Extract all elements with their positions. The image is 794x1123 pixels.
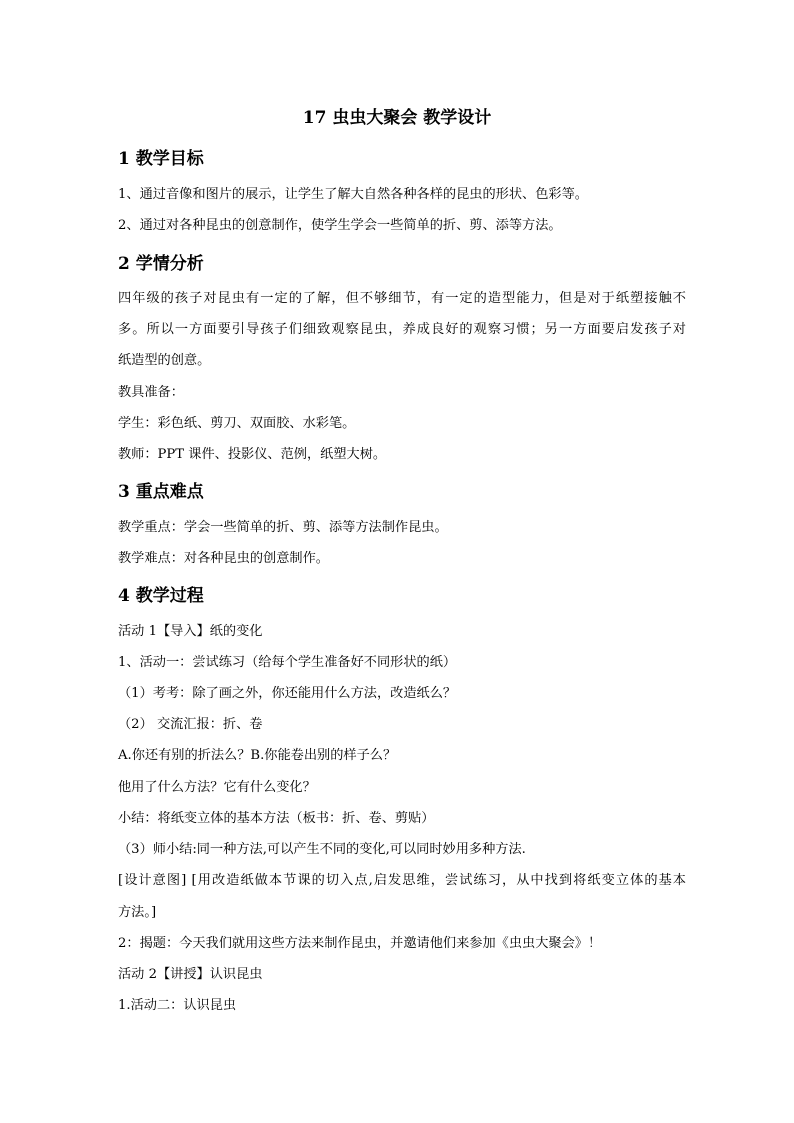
paragraph-line: 1、活动一：尝试练习（给每个学生准备好不同形状的纸） xyxy=(118,655,457,670)
paragraph-line: 活动 2【讲授】认识昆虫 xyxy=(118,967,263,982)
paragraph-line: 2：揭题：今天我们就用这些方法来制作昆虫，并邀请他们来参加《虫虫大聚会》！ xyxy=(118,936,602,951)
paragraph-line: A.你还有别的折法么？B.你能卷出别的样子么？ xyxy=(118,748,397,763)
paragraph-line: 1.活动二：认识昆虫 xyxy=(118,998,237,1013)
section-heading-key-points: 3 重点难点 xyxy=(118,482,204,502)
paragraph-line: 教学重点：学会一些简单的折、剪、添等方法制作昆虫。 xyxy=(118,520,448,535)
section-heading-objectives: 1 教学目标 xyxy=(118,149,204,169)
paragraph-line: 小结：将纸变立体的基本方法（板书：折、卷、剪贴） xyxy=(118,811,435,826)
paragraph-line: 2、通过对各种昆虫的创意制作，使学生学会一些简单的折、剪、添等方法。 xyxy=(118,218,562,233)
paragraph-line: 教学难点：对各种昆虫的创意制作。 xyxy=(118,551,329,566)
paragraph-line: 多。所以一方面要引导孩子们细致观察昆虫，养成良好的观察习惯；另一方面要启发孩子对 xyxy=(118,322,686,337)
paragraph-line: （2） 交流汇报：折、卷 xyxy=(118,717,263,732)
document-title: 17 虫虫大聚会 教学设计 xyxy=(302,108,492,128)
paragraph-line: 活动 1【导入】纸的变化 xyxy=(118,624,263,639)
paragraph-line: [设计意图] [用改造纸做本节课的切入点,启发思维，尝试练习，从中找到将纸变立体的基本 xyxy=(118,873,686,888)
paragraph-line: 教师：PPT 课件、投影仪、范例，纸塑大树。 xyxy=(118,447,387,462)
paragraph-line: （1）考考：除了画之外，你还能用什么方法，改造纸么？ xyxy=(118,686,457,701)
paragraph-line: 方法。] xyxy=(118,905,157,920)
paragraph-line: 他用了什么方法？它有什么变化？ xyxy=(118,780,316,795)
paragraph-line: 学生：彩色纸、剪刀、双面胶、水彩笔。 xyxy=(118,416,356,431)
section-heading-process: 4 教学过程 xyxy=(118,586,204,606)
paragraph-line: 四年级的孩子对昆虫有一定的了解，但不够细节，有一定的造型能力，但是对于纸塑接触不 xyxy=(118,291,686,306)
paragraph-line: 纸造型的创意。 xyxy=(118,353,211,368)
paragraph-line: 教具准备： xyxy=(118,385,184,400)
paragraph-line: 1、通过音像和图片的展示，让学生了解大自然各种各样的昆虫的形状、色彩等。 xyxy=(118,187,588,202)
section-heading-analysis: 2 学情分析 xyxy=(118,254,204,274)
paragraph-line: （3）师小结:同一种方法,可以产生不同的变化,可以同时妙用多种方法. xyxy=(118,842,526,857)
